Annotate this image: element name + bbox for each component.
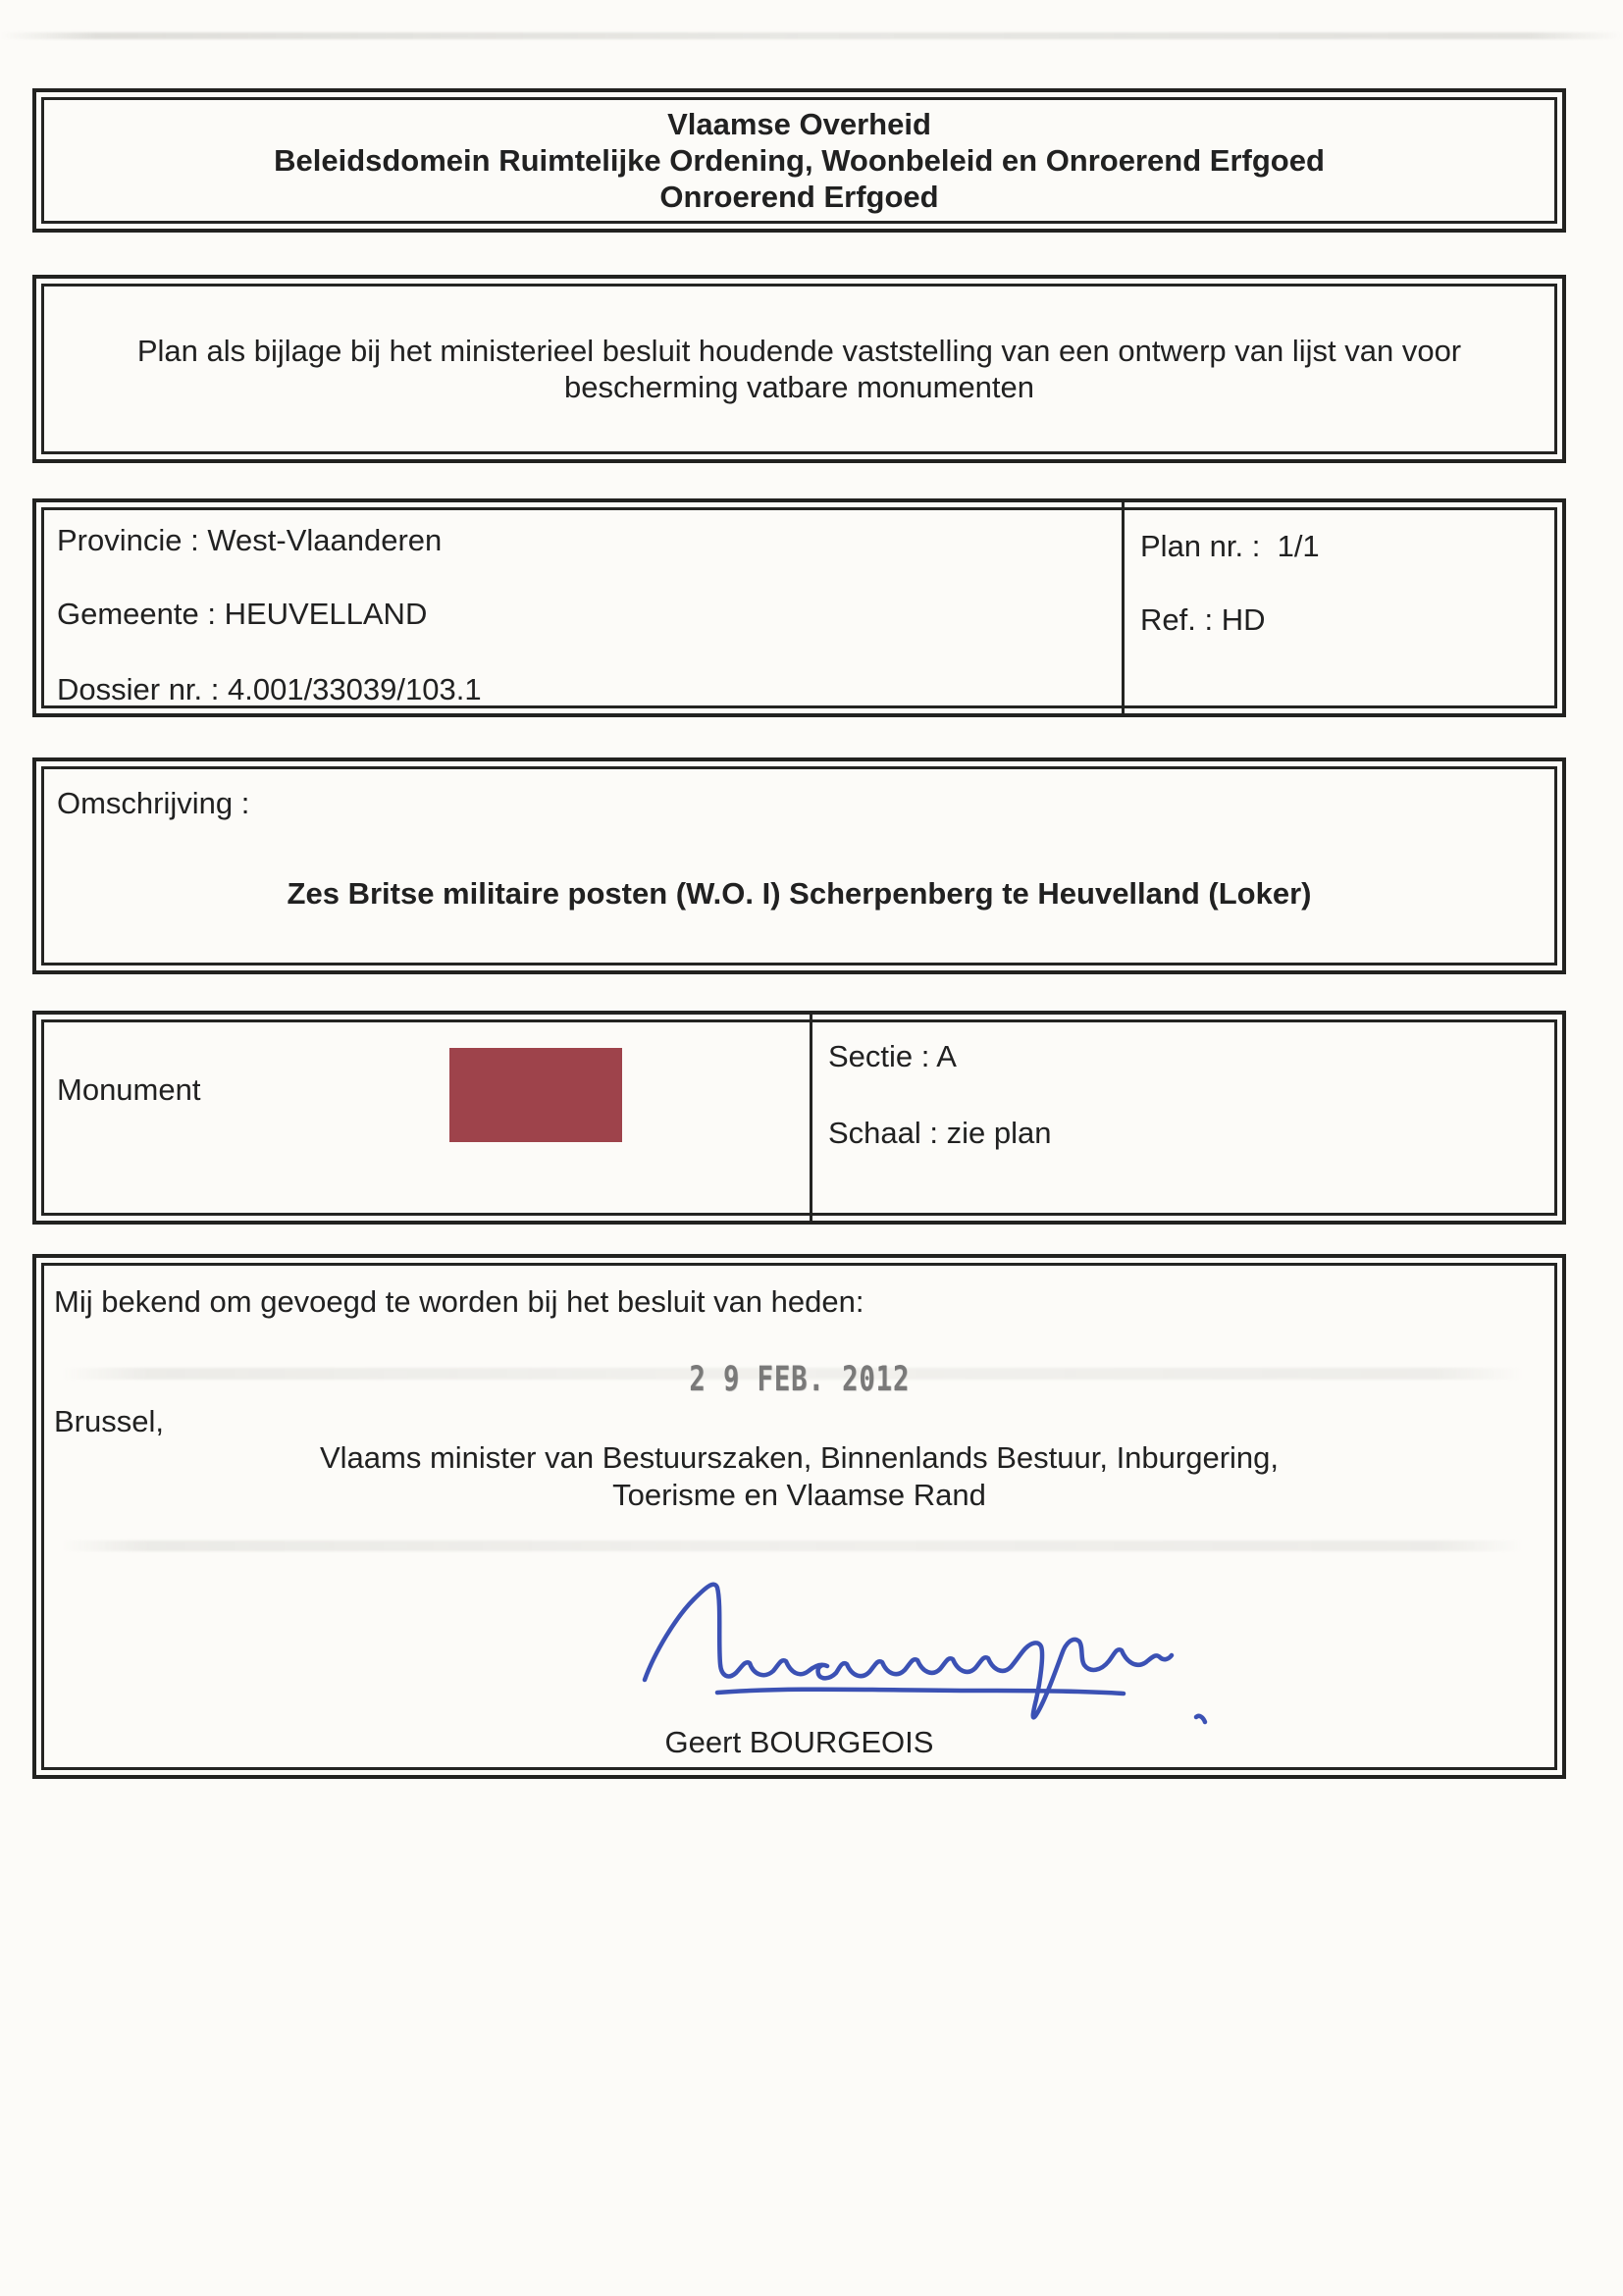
approval-statement: Mij bekend om gevoegd te worden bij het besluit van heden:	[54, 1284, 864, 1319]
dossier-number-field: Dossier nr. : 4.001/33039/103.1	[57, 672, 482, 706]
signature-ink	[633, 1566, 1212, 1733]
municipality-field: Gemeente : HEUVELLAND	[57, 597, 428, 631]
info-box	[32, 498, 1566, 717]
signature-end-tick	[1196, 1716, 1205, 1722]
header-text-stack	[36, 92, 1562, 229]
legend-box-divider	[810, 1015, 812, 1221]
approval-box	[32, 1254, 1566, 1779]
signature-strokes	[645, 1585, 1205, 1722]
plan-number-field: Plan nr. : 1/1	[1140, 529, 1320, 563]
signature-underline-stroke	[717, 1690, 1124, 1694]
description-box	[32, 757, 1566, 974]
scan-streak-lower	[61, 1540, 1523, 1551]
date-stamp-text: 2 9 FEB. 2012	[689, 1359, 910, 1400]
section-field: Sectie : A	[828, 1039, 957, 1073]
signature-main-stroke	[645, 1585, 1172, 1718]
plan-title-line1: Plan als bijlage bij het ministerieel besluit houdende vaststelling van een ontwerp van lijst van voor	[136, 334, 1462, 368]
plan-title-text	[36, 279, 1562, 459]
plan-title-box	[32, 275, 1566, 463]
province-field: Provincie : West-Vlaanderen	[57, 523, 443, 557]
scale-field: Schaal : zie plan	[828, 1116, 1052, 1150]
place-label: Brussel,	[54, 1404, 164, 1438]
reference-field: Ref. : HD	[1140, 602, 1266, 637]
legend-box	[32, 1011, 1566, 1225]
description-label: Omschrijving :	[57, 786, 250, 820]
legend-box-inner-border	[41, 1019, 1557, 1216]
description-text: Zes Britse militaire posten (W.O. I) Scherpenberg te Heuvelland (Loker)	[287, 876, 1312, 911]
date-stamp	[36, 1359, 1562, 1400]
header-line-agency: Onroerend Erfgoed	[659, 180, 939, 214]
minister-title-line2: Toerisme en Vlaamse Rand	[612, 1478, 986, 1512]
description-box-inner-border	[41, 766, 1557, 965]
plan-title-line2: bescherming vatbare monumenten	[563, 370, 1035, 404]
legend-category-label: Monument	[57, 1072, 201, 1107]
header-line-policy-domain: Beleidsdomein Ruimtelijke Ordening, Woonbeleid en Onroerend Erfgoed	[274, 143, 1325, 178]
minister-title-line1: Vlaams minister van Bestuurszaken, Binnenlands Bestuur, Inburgering,	[319, 1440, 1280, 1475]
monument-color-swatch	[449, 1048, 622, 1142]
header-line-government: Vlaamse Overheid	[667, 107, 931, 141]
info-box-divider	[1122, 502, 1125, 713]
signer-name: Geert BOURGEOIS	[664, 1725, 934, 1759]
scan-streak-top	[0, 32, 1623, 39]
header-box	[32, 88, 1566, 233]
